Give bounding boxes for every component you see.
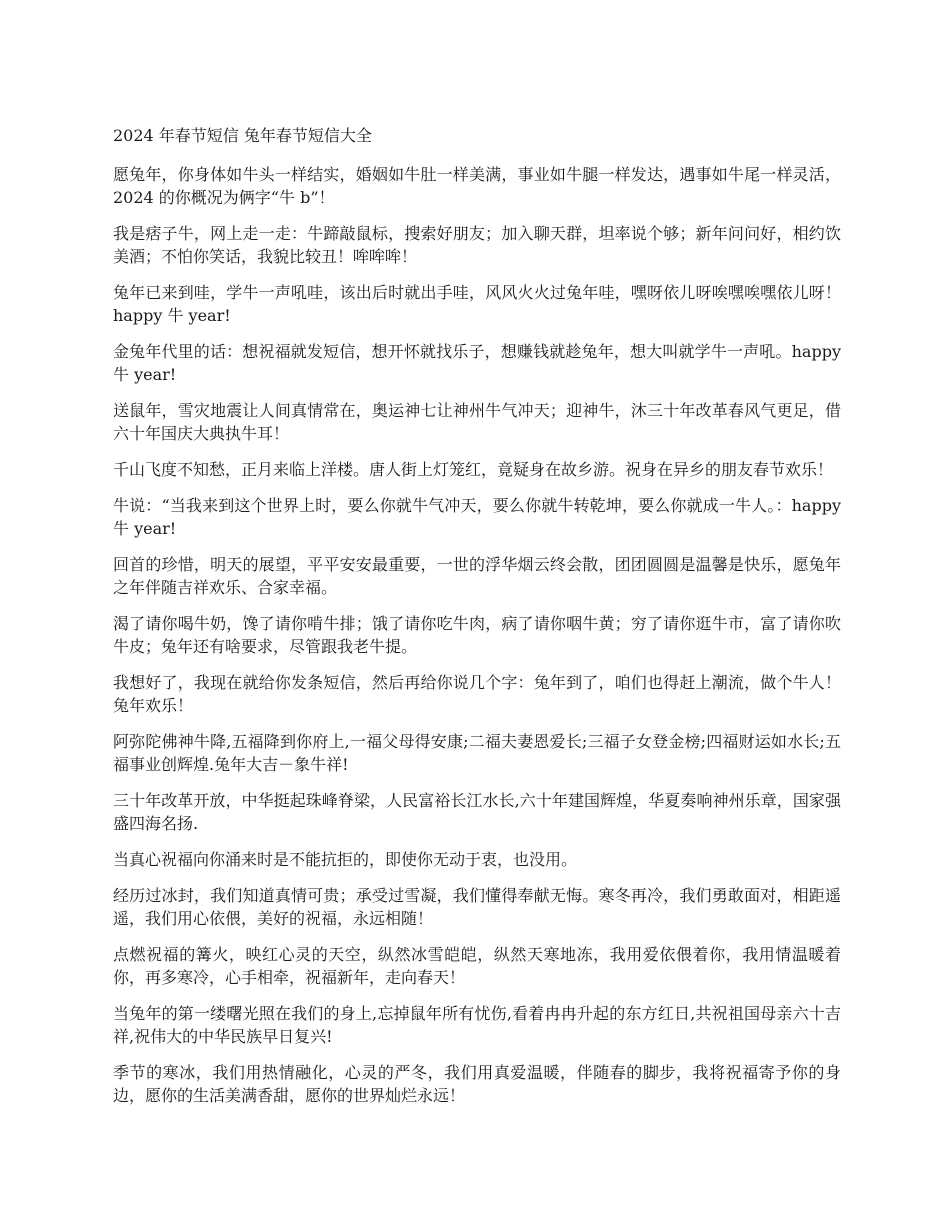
document-page <box>113 124 841 1120</box>
paragraph: 经历过冰封，我们知道真情可贵；承受过雪凝，我们懂得奉献无悔。寒冬再冷，我们勇敢面对，相距遥遥，我们用心依偎，美好的祝福，永远相随！ <box>113 886 841 928</box>
paragraph: 渴了请你喝牛奶，馋了请你啃牛排；饿了请你吃牛肉，病了请你咽牛黄；穷了请你逛牛市，富了请你吹牛皮；兔年还有啥要求，尽管跟我老牛提。 <box>113 614 841 656</box>
paragraph: 千山飞度不知愁，正月来临上洋楼。唐人街上灯笼红，竟疑身在故乡游。祝身在异乡的朋友春节欢乐！ <box>113 460 834 479</box>
paragraph: 当兔年的第一缕曙光照在我们的身上,忘掉鼠年所有忧伤,看着冉冉升起的东方红日,共祝祖国母亲六十吉祥,祝伟大的中华民族早日复兴! <box>113 1004 841 1046</box>
paragraph: 兔年已来到哇，学牛一声吼哇，该出后时就出手哇，风风火火过兔年哇，嘿呀依儿呀唉嘿唉嘿依儿呀！ happy 牛 year! <box>113 283 841 325</box>
paragraph: 我想好了，我现在就给你发条短信，然后再给你说几个字：兔年到了，咱们也得赶上潮流，做个牛人！兔年欢乐！ <box>113 673 841 715</box>
paragraph: 金兔年代里的话：想祝福就发短信，想开怀就找乐子，想赚钱就趁兔年，想大叫就学牛一声吼。happy 牛 year! <box>113 342 841 384</box>
paragraph: 阿弥陀佛神牛降,五福降到你府上,一福父母得安康;二福夫妻恩爱长;三福子女登金榜;四福财运如水长;五福事业创辉煌.兔年大吉－象牛祥! <box>113 732 841 774</box>
paragraph: 回首的珍惜，明天的展望，平平安安最重要，一世的浮华烟云终会散，团团圆圆是温馨是快乐，愿兔年之年伴随吉祥欢乐、合家幸福。 <box>113 555 841 597</box>
paragraph: 点燃祝福的篝火，映红心灵的天空，纵然冰雪皑皑，纵然天寒地冻，我用爱依偎着你，我用情温暖着你，再多寒冷，心手相牵，祝福新年，走向春天！ <box>113 945 841 987</box>
paragraph: 送鼠年，雪灾地震让人间真情常在，奥运神七让神州牛气冲天；迎神牛，沐三十年改革春风气更足，借六十年国庆大典执牛耳！ <box>113 401 841 443</box>
paragraph: 愿兔年，你身体如牛头一样结实，婚姻如牛肚一样美满，事业如牛腿一样发达，遇事如牛尾一样灵活，2024 的你概况为俩字“牛 b”！ <box>113 165 841 207</box>
paragraph: 牛说：“当我来到这个世界上时，要么你就牛气冲天，要么你就牛转乾坤，要么你就成一牛人。：happy 牛 year! <box>113 496 841 538</box>
page-title: 2024 年春节短信 兔年春节短信大全 <box>113 126 372 145</box>
paragraph: 我是痞子牛，网上走一走：牛蹄敲鼠标，搜索好朋友；加入聊天群，坦率说个够；新年问问好，相约饮美酒；不怕你笑话，我貌比较丑！哞哞哞！ <box>113 224 841 266</box>
paragraph: 三十年改革开放，中华挺起珠峰脊梁，人民富裕长江水长,六十年建国辉煌，华夏奏响神州乐章，国家强盛四海名扬. <box>113 791 841 833</box>
paragraph: 当真心祝福向你涌来时是不能抗拒的，即使你无动于衷，也没用。 <box>113 850 578 869</box>
paragraph: 季节的寒冰，我们用热情融化，心灵的严冬，我们用真爱温暖，伴随春的脚步，我将祝福寄予你的身边，愿你的生活美满香甜，愿你的世界灿烂永远！ <box>113 1063 841 1105</box>
